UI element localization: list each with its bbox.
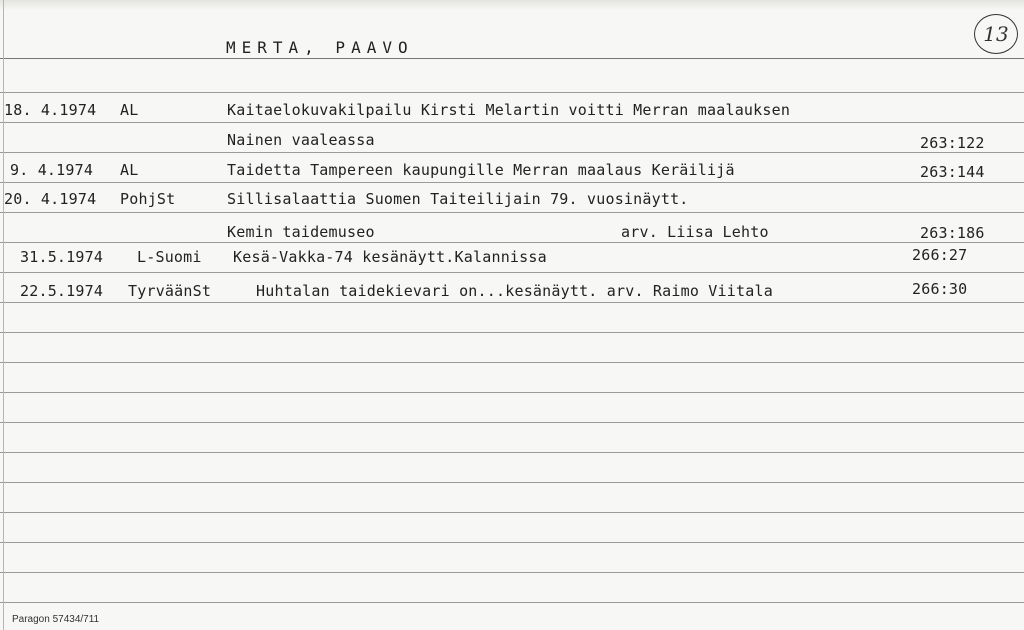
card-number-circle: 13: [974, 14, 1018, 54]
entry-text: Kesä-Vakka-74 kesänäytt.Kalannissa: [233, 248, 547, 266]
entry-source: AL: [120, 161, 139, 179]
card-heading: MERTA, PAAVO: [226, 38, 414, 57]
entry-ref: 266:27: [912, 246, 968, 264]
rule-line: [0, 272, 1024, 273]
entry-ref: 263:122: [920, 134, 985, 152]
rule-line: [0, 452, 1024, 453]
entry-date: 31.5.1974: [20, 248, 104, 266]
rule-line: [0, 542, 1024, 543]
rule-line: [0, 572, 1024, 573]
left-margin-line: [3, 0, 4, 630]
rule-line: [0, 422, 1024, 423]
rule-line: [0, 332, 1024, 333]
rule-line: [0, 212, 1024, 213]
card-top-edge: [0, 0, 1024, 10]
rule-line: [0, 92, 1024, 93]
entry-date: 22.5.1974: [20, 282, 104, 300]
printer-imprint: Paragon 57434/711: [12, 614, 100, 625]
entry-text: Sillisalaattia Suomen Taiteilijain 79. vuosinäytt.: [227, 190, 689, 208]
entry-source: TyrväänSt: [128, 282, 212, 300]
entry-date: 20. 4.1974: [4, 190, 97, 208]
entry-text: Nainen vaaleassa: [227, 131, 375, 149]
rule-line: [0, 362, 1024, 363]
entry-ref: 263:144: [920, 163, 985, 181]
rule-line: [0, 182, 1024, 183]
entry-text-reviewer: arv. Liisa Lehto: [621, 223, 769, 241]
entry-text: Huhtalan taidekievari on...kesänäytt. arv. Raimo Viitala: [256, 282, 773, 300]
entry-date: 18. 4.1974: [4, 101, 97, 119]
entry-source: PohjSt: [120, 190, 176, 208]
rule-line: [0, 512, 1024, 513]
entry-ref: 266:30: [912, 280, 968, 298]
rule-line: [0, 242, 1024, 243]
entry-text: Kaitaelokuvakilpailu Kirsti Melartin voitti Merran maalauksen: [227, 101, 791, 119]
entry-source: L-Suomi: [137, 248, 202, 266]
entry-text: Kemin taidemuseo: [227, 223, 375, 241]
entry-ref: 263:186: [920, 224, 985, 242]
entry-source: AL: [120, 101, 139, 119]
rule-line: [0, 152, 1024, 153]
rule-line: [0, 122, 1024, 123]
heading-rule: [0, 58, 1024, 59]
rule-line: [0, 392, 1024, 393]
rule-line: [0, 302, 1024, 303]
rule-line: [0, 602, 1024, 603]
entry-text: Taidetta Tampereen kaupungille Merran maalaus Keräilijä: [227, 161, 735, 179]
entry-date: 9. 4.1974: [10, 161, 94, 179]
rule-line: [0, 482, 1024, 483]
